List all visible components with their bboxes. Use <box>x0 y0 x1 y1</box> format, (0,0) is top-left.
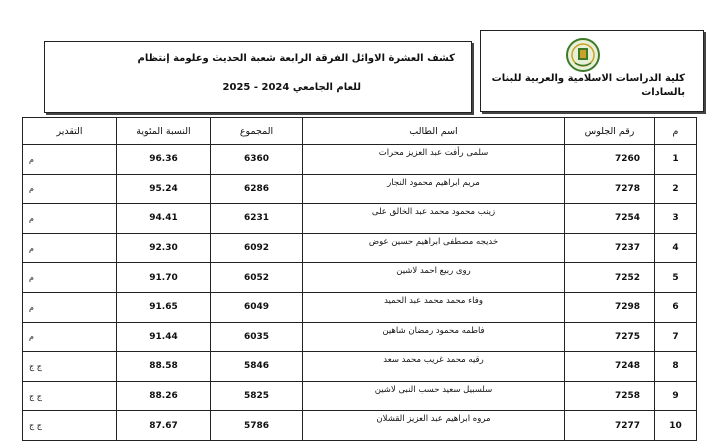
college-logo-icon <box>565 37 601 73</box>
student-name-cell: مروه ابراهيم عبد العزيز القشلان <box>303 411 565 441</box>
grade-cell: ج ج <box>23 381 117 411</box>
grade-cell: م <box>23 233 117 263</box>
seat-number-cell: 7278 <box>565 174 655 204</box>
seat-number-cell: 7275 <box>565 322 655 352</box>
seat-number-cell: 7277 <box>565 411 655 441</box>
column-header-grade: التقدير <box>23 118 117 145</box>
table-row <box>23 263 697 293</box>
percentage-cell: 87.67 <box>117 411 211 441</box>
report-title-box <box>44 41 472 113</box>
table-row <box>23 322 697 352</box>
column-header-total: المجموع <box>211 118 303 145</box>
student-name-cell: فاطمه محمود رمضان شاهين <box>303 322 565 352</box>
percentage-cell: 88.26 <box>117 381 211 411</box>
grade-cell: م <box>23 322 117 352</box>
table-row <box>23 381 697 411</box>
table-row <box>23 352 697 382</box>
table-row <box>23 292 697 322</box>
grade-cell: ج ج <box>23 411 117 441</box>
total-score-cell: 5846 <box>211 352 303 382</box>
student-name-cell: مريم ابراهيم محمود النجار <box>303 174 565 204</box>
student-name-cell: رقيه محمد غريب محمد سعد <box>303 352 565 382</box>
percentage-cell: 88.58 <box>117 352 211 382</box>
total-score-cell: 5786 <box>211 411 303 441</box>
percentage-cell: 91.44 <box>117 322 211 352</box>
student-name-cell: سلسبيل سعيد حسب النبى لاشين <box>303 381 565 411</box>
percentage-cell: 94.41 <box>117 204 211 234</box>
column-header-index: م <box>655 118 697 145</box>
grade-cell: م <box>23 263 117 293</box>
student-name-cell: روى ربيع احمد لاشين <box>303 263 565 293</box>
college-location: بالسادات <box>641 87 685 98</box>
table-row <box>23 233 697 263</box>
column-header-seat: رقم الجلوس <box>565 118 655 145</box>
student-name-cell: وفاء محمد محمد عبد الحميد <box>303 292 565 322</box>
percentage-cell: 96.36 <box>117 145 211 175</box>
seat-number-cell: 7260 <box>565 145 655 175</box>
grade-cell: م <box>23 204 117 234</box>
total-score-cell: 6092 <box>211 233 303 263</box>
percentage-cell: 95.24 <box>117 174 211 204</box>
total-score-cell: 6231 <box>211 204 303 234</box>
row-index-cell: 5 <box>655 263 697 293</box>
total-score-cell: 6035 <box>211 322 303 352</box>
seat-number-cell: 7298 <box>565 292 655 322</box>
column-header-name: اسم الطالب <box>303 118 565 145</box>
total-score-cell: 6049 <box>211 292 303 322</box>
student-name-cell: زينب محمود محمد عبد الخالق على <box>303 204 565 234</box>
grade-cell: م <box>23 145 117 175</box>
seat-number-cell: 7258 <box>565 381 655 411</box>
seat-number-cell: 7248 <box>565 352 655 382</box>
total-score-cell: 6360 <box>211 145 303 175</box>
row-index-cell: 1 <box>655 145 697 175</box>
table-row <box>23 145 697 175</box>
row-index-cell: 4 <box>655 233 697 263</box>
grade-cell: ج ج <box>23 352 117 382</box>
row-index-cell: 7 <box>655 322 697 352</box>
row-index-cell: 6 <box>655 292 697 322</box>
row-index-cell: 3 <box>655 204 697 234</box>
seat-number-cell: 7254 <box>565 204 655 234</box>
seat-number-cell: 7252 <box>565 263 655 293</box>
grade-cell: م <box>23 174 117 204</box>
percentage-cell: 91.70 <box>117 263 211 293</box>
column-header-percent: النسبة المئوية <box>117 118 211 145</box>
table-row <box>23 204 697 234</box>
top-ten-table <box>22 117 697 441</box>
college-name: كلية الدراسات الاسلامية والعربية للبنات <box>491 73 685 84</box>
student-name-cell: سلمى رأفت عبد العزيز محرات <box>303 145 565 175</box>
row-index-cell: 2 <box>655 174 697 204</box>
college-header-box <box>480 30 704 112</box>
total-score-cell: 5825 <box>211 381 303 411</box>
student-name-cell: خديجه مصطفى ابراهيم حسين عوض <box>303 233 565 263</box>
total-score-cell: 6286 <box>211 174 303 204</box>
row-index-cell: 9 <box>655 381 697 411</box>
grade-cell: م <box>23 292 117 322</box>
table-body <box>23 145 697 441</box>
table-row <box>23 174 697 204</box>
row-index-cell: 8 <box>655 352 697 382</box>
seat-number-cell: 7237 <box>565 233 655 263</box>
total-score-cell: 6052 <box>211 263 303 293</box>
percentage-cell: 92.30 <box>117 233 211 263</box>
academic-year: للعام الجامعي 2024 - 2025 <box>222 82 361 93</box>
table-header-row <box>23 118 697 145</box>
percentage-cell: 91.65 <box>117 292 211 322</box>
table-row <box>23 411 697 441</box>
row-index-cell: 10 <box>655 411 697 441</box>
report-title: كشف العشرة الاوائل الفرقة الرابعة شعبة الحديث وعلومة إنتظام <box>137 53 455 64</box>
